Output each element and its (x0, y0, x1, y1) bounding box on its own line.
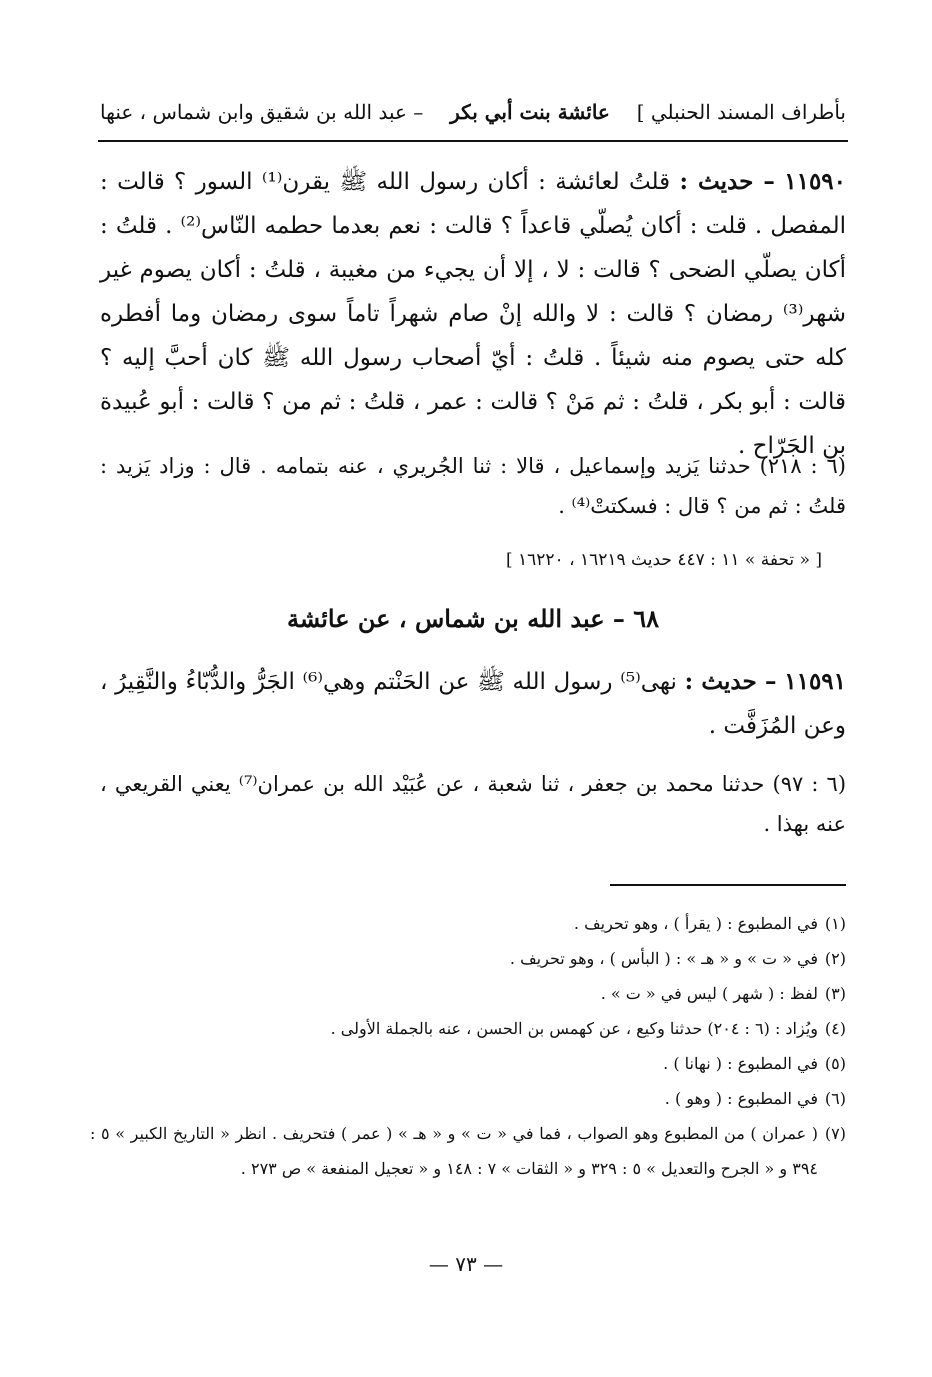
footnote-number: (٢) (824, 949, 846, 968)
hadith-text: قلتُ لعائشة : أكان رسول الله ﷺ يقرن⁽¹⁾ السور ؟ قالت : المفصل . قلت : أكان يُصلّي قاعداً ؟ قالت : نعم بعدما حطمه النّاس⁽²⁾ . قلتُ : أكان يصلّي الضحى ؟ قالت : لا ، إلا أن يجيء من مغيبة ، قلتُ : أكان يصوم غير شهر⁽³⁾ رمضان ؟ قالت : لا والله إنْ صام شهراً تاماً سوى رمضان وما أفطره كله حتى يصوم منه شيئاً . قلتُ : أيّ أصحاب رسول الله ﷺ كان أحبَّ إليه ؟ قالت : أبو بكر ، قلتُ : ثم مَنْ ؟ قالت : عمر ، قلتُ : ثم من ؟ قالت : أبو عُبيدة بن الجَرّاح . (100, 169, 846, 459)
footnote-text: في المطبوع : ( وهو ) . (664, 1089, 818, 1108)
footnote-divider (610, 884, 846, 886)
footnote-text: لفظ : ( شهر ) ليس في « ت » . (600, 984, 818, 1003)
section-heading: ٦٨ – عبد الله بن شماس ، عن عائشة (286, 604, 660, 633)
footnote-text: ( عمران ) من المطبوع وهو الصواب ، فما في « ت » و « هـ » ( عمر ) فتحريف . انظر « التاريخ الكبير » ٥ : ٣٩٤ و « الجرح والتعديل » ٥ : ٣٢٩ و « الثقات » ٧ : ١٤٨ و « تعجيل المنفعة » ص ٢٧٣ . (90, 1124, 818, 1178)
footnote-item (90, 906, 846, 941)
isnad-11591: (٦ : ٩٧) حدثنا محمد بن جعفر ، ثنا شعبة ، عن عُبَيْد الله بن عمران⁽⁷⁾ يعني القريعي ، عنه بهذا . (100, 772, 847, 836)
hadith-11590 (100, 160, 846, 468)
hadith-text: نهى⁽⁵⁾ رسول الله ﷺ عن الحَنْتم وهي⁽⁶⁾ الجَرُّ والدُّبّاءُ والنَّقِيرُ ، وعن المُزَفَّت . (100, 669, 846, 739)
footnote-item (90, 1046, 846, 1081)
footnote-number: (٥) (824, 1054, 846, 1073)
footnote-item (90, 941, 846, 976)
hadith-11591 (100, 660, 846, 748)
hadith-label: – حديث : (684, 668, 777, 695)
header-divider (98, 140, 848, 142)
footnote-item (90, 976, 846, 1011)
footnote-number: (٦) (824, 1089, 846, 1108)
isnad-11590: (٦ : ٢١٨) حدثنا يَزيد وإسماعيل ، قالا : ثنا الجُريري ، عنه بتمامه . قال : وزاد يَزيد : قلتُ : ثم من ؟ قال : فسكتتْ⁽⁴⁾ . (100, 454, 846, 518)
hadith-label: – حديث : (679, 168, 775, 195)
footnote-number: (١) (824, 914, 846, 933)
footnote-text: ويُزاد : (٦ : ٢٠٤) حدثنا وكيع ، عن كهمس بن الحسن ، عنه بالجملة الأولى . (330, 1019, 818, 1038)
footnote-text: في المطبوع : ( يقرأ ) ، وهو تحريف . (573, 914, 818, 933)
tuhfa-reference: [ « تحفة » ١١ : ٤٤٧ حديث ١٦٢١٩ ، ١٦٢٢٠ ] (505, 550, 822, 570)
footnote-item (90, 1116, 846, 1186)
header-narrators: – عبد الله بن شقيق وابن شماس ، عنها (100, 100, 424, 124)
footnote-item (90, 1081, 846, 1116)
footnotes (90, 906, 846, 1186)
footnote-text: في « ت » و « هـ » : ( البأس ) ، وهو تحريف . (509, 949, 818, 968)
hadith-number: ١١٥٩١ (784, 668, 847, 695)
header-chapter-title: عائشة بنت أبي بكر (450, 100, 610, 124)
footnote-number: (٣) (824, 984, 846, 1003)
hadith-number: ١١٥٩٠ (784, 168, 847, 195)
header-book-title: بأطراف المسند الحنبلي ] (636, 100, 846, 124)
footnote-number: (٤) (824, 1019, 846, 1038)
page-number: — ٧٣ — (428, 1252, 504, 1276)
running-header (100, 100, 846, 124)
footnote-number: (٧) (824, 1124, 846, 1143)
footnote-text: في المطبوع : ( نهانا ) . (663, 1054, 818, 1073)
footnote-item (90, 1011, 846, 1046)
